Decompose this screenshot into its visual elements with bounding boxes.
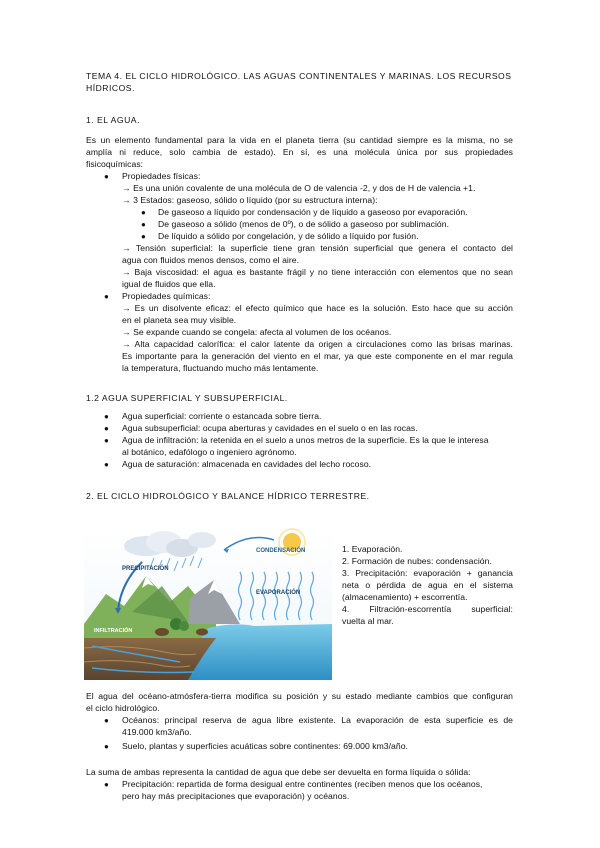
water-cycle-diagram: [84, 528, 332, 680]
bullet-icon: ●: [104, 460, 109, 469]
document-title-line1: TEMA 4. EL CICLO HIDROLÓGICO. LAS AGUAS CONTINENTALES Y MARINAS. LOS RECURSOS: [86, 71, 512, 81]
fisicas-line: → 3 Estados: gaseoso, sólido o líquido (por su estructura interna):: [122, 195, 378, 205]
intro-line: amplía ni reduce, solo cambia de estado). En sí, es una molécula única por sus propiedades: [86, 147, 513, 157]
quimicas-line: la temperatura, fluctuando mucho más lentamente.: [122, 363, 319, 373]
step-line: neta o pérdida de agua en el sistema: [342, 580, 513, 590]
bullet-icon: ●: [104, 436, 109, 445]
fisicas-line: igual de fluidos que ella.: [122, 279, 216, 289]
step-line: 4. Filtración-escorrentía superficial:: [342, 604, 513, 614]
list-item: Agua de saturación: almacenada en cavidades del lecho rocoso.: [122, 459, 372, 469]
fisicas-line: → Tensión superficial: la superficie tiene gran tensión superficial que genera el contacto del: [122, 243, 513, 253]
intro-line: Es un elemento fundamental para la vida en el planeta tierra (su cantidad siempre es la misma, no se: [86, 135, 513, 145]
label-infiltration: INFILTRACIÓN: [94, 628, 133, 634]
bullet-icon: ●: [104, 412, 109, 421]
bullet-icon: ●: [141, 208, 146, 217]
paragraph-line: La suma de ambas representa la cantidad de agua que debe ser devuelta en forma líquida o sólida:: [86, 767, 471, 777]
bullet-icon: ●: [104, 292, 109, 301]
bullet-icon: ●: [104, 742, 109, 751]
list-item: Agua subsuperficial: ocupa aberturas y cavidades en el suelo o en las rocas.: [122, 423, 418, 433]
list-item: pero hay más precipitaciones que evaporación) y océanos.: [122, 791, 350, 801]
step-line: 2. Formación de nubes: condensación.: [342, 556, 492, 566]
intro-line: fisicoquímicas:: [86, 159, 144, 169]
step-line: 1. Evaporación.: [342, 544, 403, 554]
list-item: Agua de infiltración: la retenida en el suelo a unos metros de la superficie. Es la que le interesa: [122, 435, 489, 445]
estado-line: De gaseoso a líquido por condensación y de líquido a gaseoso por evaporación.: [158, 207, 468, 217]
bullet-icon: ●: [104, 424, 109, 433]
list-item: al botánico, edafólogo o ingeniero agrónomo.: [122, 447, 297, 457]
step-line: vuelta al mar.: [342, 616, 394, 626]
bullet-icon: ●: [104, 780, 109, 789]
quimicas-line: → Se expande cuando se congela: afecta al volumen de los océanos.: [122, 327, 392, 337]
paragraph-line: El agua del océano-atmósfera-tierra modifica su posición y su estado mediante cambios que configuran: [86, 691, 513, 701]
fisicas-line: agua con fluidos menos densos, como el aire.: [122, 255, 300, 265]
paragraph-line: el ciclo hidrológico.: [86, 703, 160, 713]
label-condensation: CONDENSACIÓN: [256, 548, 306, 554]
list-item: Agua superficial: corriente o estancada sobre tierra.: [122, 411, 322, 421]
list-item: Precipitación: repartida de forma desigual entre continentes (reciben menos que los océanos,: [122, 779, 483, 789]
list-item: Suelo, plantas y superficies acuáticas sobre continentes: 69.000 km3/año.: [122, 741, 408, 751]
fisicas-label: Propiedades físicas:: [122, 171, 201, 181]
section-1-heading: 1. EL AGUA.: [86, 115, 140, 125]
label-evaporation: EVAPORACIÓN: [256, 590, 301, 596]
estado-line: De líquido a sólido por congelación, y de sólido a líquido por fusión.: [158, 231, 419, 241]
bullet-icon: ●: [141, 232, 146, 241]
quimicas-label: Propiedades químicas:: [122, 291, 211, 301]
quimicas-line: → Es un disolvente eficaz: el efecto químico que hace es la solución. Esto hace que su acción: [122, 303, 513, 313]
bullet-icon: ●: [141, 220, 146, 229]
quimicas-line: Es importante para la generación del viento en el mar, ya que este componente en el mar regula: [122, 351, 513, 361]
list-item: Océanos: principal reserva de agua libre existente. La evaporación de esta superficie es de: [122, 715, 513, 725]
bullet-icon: ●: [104, 716, 109, 725]
section-1-2-heading: 1.2 AGUA SUPERFICIAL Y SUBSUPERFICIAL.: [86, 393, 288, 403]
quimicas-line: → Alta capacidad calorífica: el calor latente da origen a circulaciones como las brisas marinas.: [122, 339, 513, 349]
list-item: 419.000 km3/año.: [122, 727, 192, 737]
fisicas-line: → Baja viscosidad: el agua es bastante frágil y no tiene interacción con elementos que no sean: [122, 267, 513, 277]
estado-line: De gaseoso a sólido (menos de 0º), o de sólido a gaseoso por sublimación.: [158, 219, 450, 229]
document-title-line2: HÍDRICOS.: [86, 83, 135, 93]
quimicas-line: en el planeta sea muy visible.: [122, 315, 237, 325]
section-2-heading: 2. EL CICLO HIDROLÓGICO Y BALANCE HÍDRICO TERRESTRE.: [86, 491, 370, 501]
step-line: 3. Precipitación: evaporación + ganancia: [342, 568, 513, 578]
bullet-icon: ●: [104, 172, 109, 181]
fisicas-line: → Es una unión covalente de una molécula de O de valencia -2, y dos de H de valencia +1.: [122, 183, 476, 193]
label-precipitation: PRECIPITACIÓN: [122, 566, 169, 572]
step-line: (almacenamiento) + escorrentía.: [342, 592, 468, 602]
